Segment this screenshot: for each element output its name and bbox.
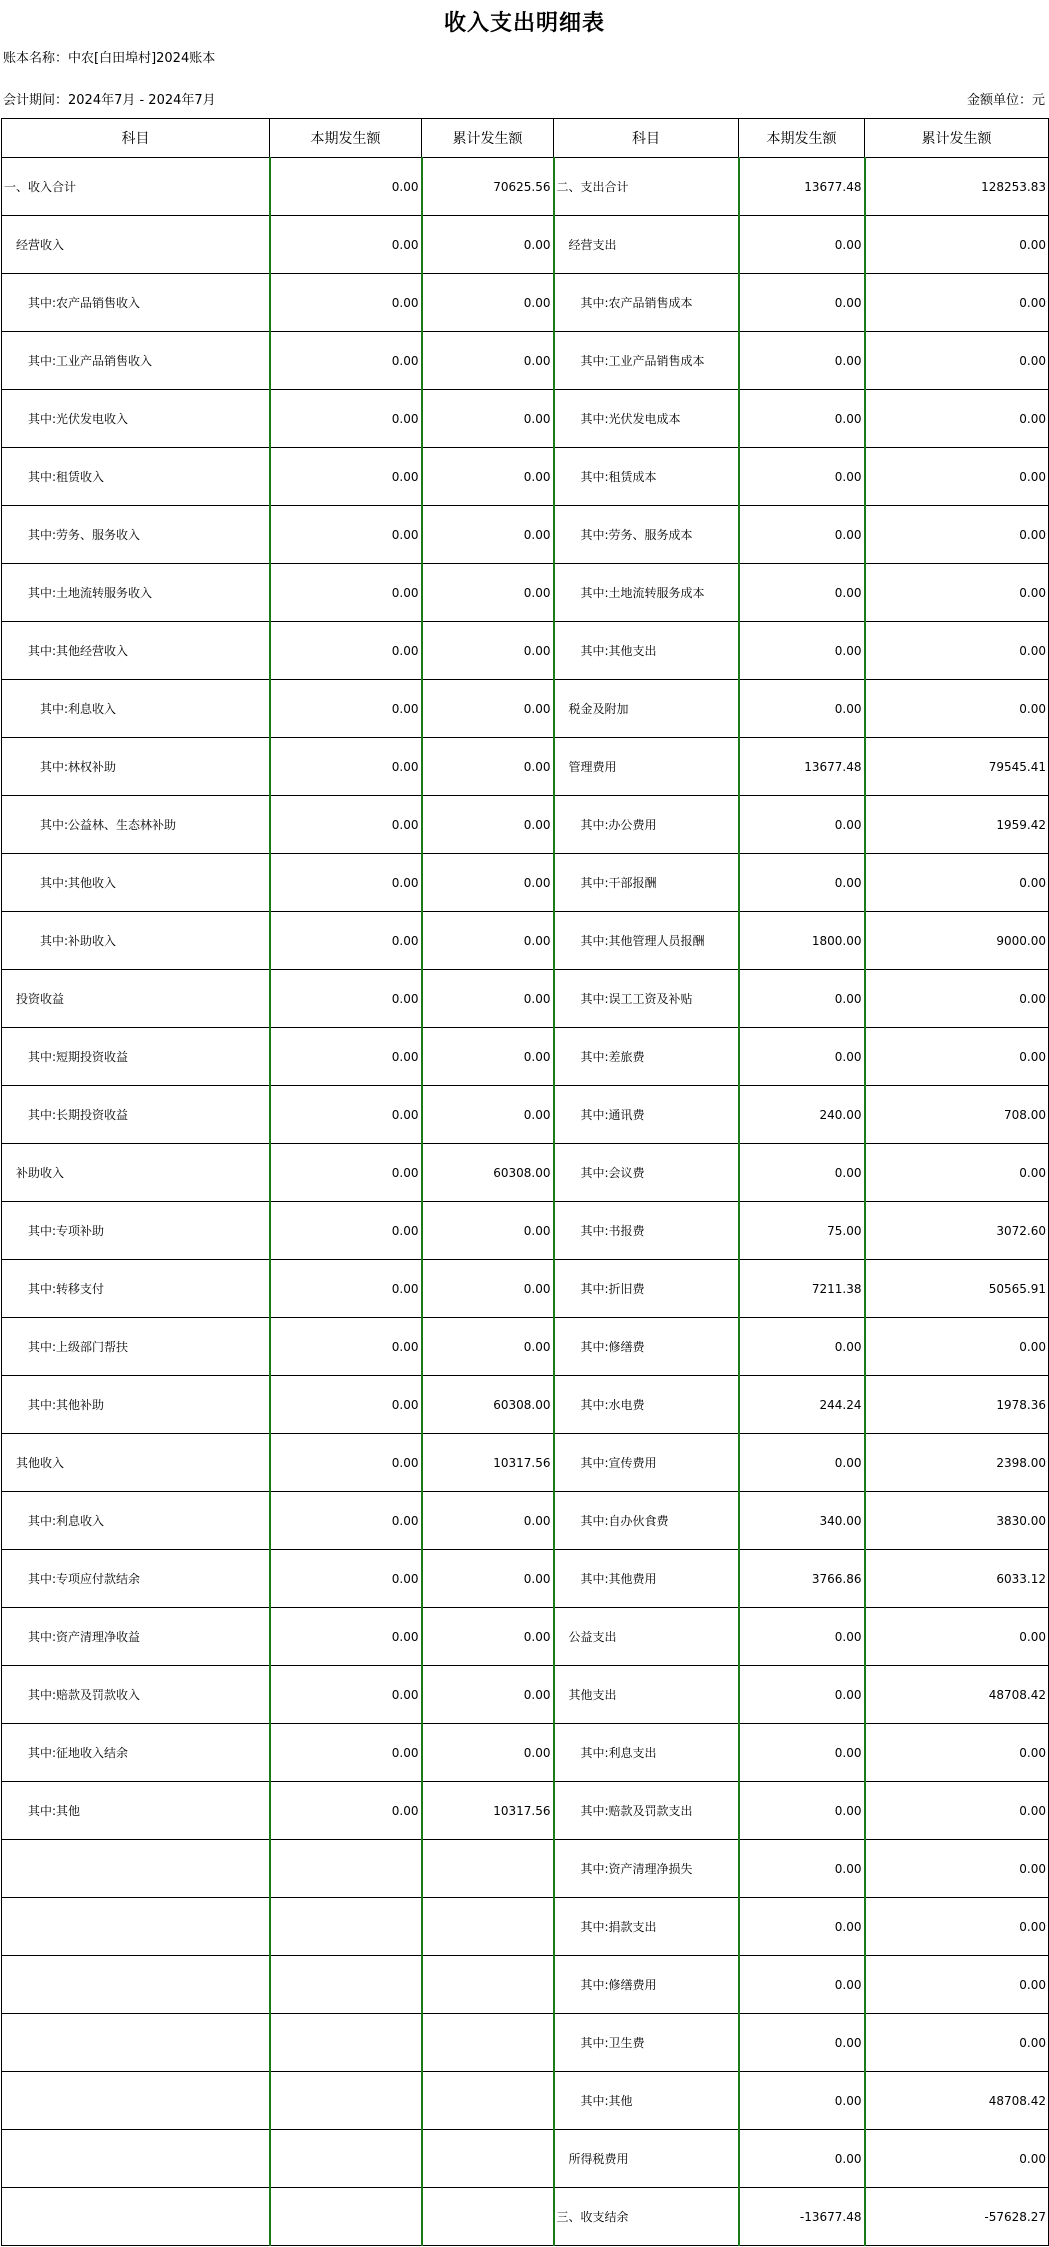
income-cumulative-amount: 0.00 — [422, 1550, 554, 1608]
income-cumulative-amount: 0.00 — [422, 1086, 554, 1144]
expense-cumulative-amount: 0.00 — [865, 1840, 1049, 1898]
header-income-subject: 科目 — [2, 119, 270, 158]
expense-subject-cell: 其中:自办伙食费 — [554, 1492, 739, 1550]
expense-cumulative-amount: 48708.42 — [865, 2072, 1049, 2130]
income-cumulative-amount: 0.00 — [422, 448, 554, 506]
expense-cumulative-amount: 0.00 — [865, 1144, 1049, 1202]
expense-cumulative-amount: 79545.41 — [865, 738, 1049, 796]
income-current-amount: 0.00 — [270, 1202, 422, 1260]
expense-current-amount: 340.00 — [739, 1492, 865, 1550]
income-cumulative-amount: 10317.56 — [422, 1434, 554, 1492]
table-row — [2, 1260, 1049, 1318]
income-subject-cell: 其中:上级部门帮扶 — [2, 1318, 270, 1376]
expense-cumulative-amount: 6033.12 — [865, 1550, 1049, 1608]
table-row — [2, 1144, 1049, 1202]
income-subject-cell — [2, 1898, 270, 1956]
expense-current-amount: 13677.48 — [739, 158, 865, 216]
income-current-amount: 0.00 — [270, 1260, 422, 1318]
income-current-amount: 0.00 — [270, 1666, 422, 1724]
table-row — [2, 1492, 1049, 1550]
income-subject-cell: 其中:林权补助 — [2, 738, 270, 796]
table-row — [2, 970, 1049, 1028]
expense-subject-cell: 其中:农产品销售成本 — [554, 274, 739, 332]
income-cumulative-amount — [422, 2072, 554, 2130]
expense-subject-cell: 税金及附加 — [554, 680, 739, 738]
expense-subject-cell: 公益支出 — [554, 1608, 739, 1666]
expense-cumulative-amount: 0.00 — [865, 390, 1049, 448]
income-subject-cell: 一、收入合计 — [2, 158, 270, 216]
expense-subject-cell: 其中:土地流转服务成本 — [554, 564, 739, 622]
income-current-amount: 0.00 — [270, 738, 422, 796]
expense-current-amount: 0.00 — [739, 1840, 865, 1898]
income-current-amount: 0.00 — [270, 564, 422, 622]
income-current-amount: 0.00 — [270, 854, 422, 912]
income-current-amount: 0.00 — [270, 1028, 422, 1086]
income-cumulative-amount: 0.00 — [422, 1202, 554, 1260]
income-cumulative-amount — [422, 2014, 554, 2072]
table-row — [2, 1724, 1049, 1782]
expense-subject-cell: 其中:干部报酬 — [554, 854, 739, 912]
expense-current-amount: 0.00 — [739, 1608, 865, 1666]
table-row — [2, 2014, 1049, 2072]
expense-subject-cell: 其中:光伏发电成本 — [554, 390, 739, 448]
expense-cumulative-amount: 0.00 — [865, 680, 1049, 738]
header-expense-cumulative: 累计发生额 — [865, 119, 1049, 158]
expense-cumulative-amount: 50565.91 — [865, 1260, 1049, 1318]
income-current-amount: 0.00 — [270, 1608, 422, 1666]
income-cumulative-amount: 70625.56 — [422, 158, 554, 216]
expense-cumulative-amount: 3072.60 — [865, 1202, 1049, 1260]
income-current-amount: 0.00 — [270, 1724, 422, 1782]
expense-current-amount: 0.00 — [739, 1318, 865, 1376]
expense-current-amount: 0.00 — [739, 332, 865, 390]
expense-cumulative-amount: 0.00 — [865, 622, 1049, 680]
expense-cumulative-amount: 0.00 — [865, 332, 1049, 390]
income-cumulative-amount: 0.00 — [422, 506, 554, 564]
expense-subject-cell: 其中:折旧费 — [554, 1260, 739, 1318]
expense-current-amount: 0.00 — [739, 680, 865, 738]
expense-subject-cell: 其中:宣传费用 — [554, 1434, 739, 1492]
table-row — [2, 2072, 1049, 2130]
table-row — [2, 738, 1049, 796]
income-subject-cell: 其中:短期投资收益 — [2, 1028, 270, 1086]
income-cumulative-amount: 0.00 — [422, 564, 554, 622]
expense-current-amount: 0.00 — [739, 1144, 865, 1202]
expense-subject-cell: 其中:利息支出 — [554, 1724, 739, 1782]
expense-cumulative-amount: 128253.83 — [865, 158, 1049, 216]
income-subject-cell: 其中:光伏发电收入 — [2, 390, 270, 448]
income-current-amount: 0.00 — [270, 1782, 422, 1840]
table-row — [2, 2130, 1049, 2188]
table-row — [2, 390, 1049, 448]
table-row — [2, 216, 1049, 274]
header-expense-subject: 科目 — [554, 119, 739, 158]
expense-cumulative-amount: 0.00 — [865, 1608, 1049, 1666]
income-subject-cell: 其中:土地流转服务收入 — [2, 564, 270, 622]
table-row — [2, 1956, 1049, 2014]
expense-subject-cell: 三、收支结余 — [554, 2188, 739, 2246]
income-subject-cell: 其中:专项应付款结余 — [2, 1550, 270, 1608]
expense-current-amount: 7211.38 — [739, 1260, 865, 1318]
table-row — [2, 448, 1049, 506]
expense-current-amount: 0.00 — [739, 2072, 865, 2130]
table-row — [2, 1898, 1049, 1956]
table-row — [2, 1318, 1049, 1376]
report-title: 收入支出明细表 — [443, 11, 605, 36]
income-current-amount — [270, 1956, 422, 2014]
expense-current-amount: 0.00 — [739, 506, 865, 564]
expense-current-amount: 244.24 — [739, 1376, 865, 1434]
expense-cumulative-amount: 0.00 — [865, 1028, 1049, 1086]
income-current-amount: 0.00 — [270, 1144, 422, 1202]
expense-cumulative-amount: 0.00 — [865, 854, 1049, 912]
table-row — [2, 332, 1049, 390]
expense-cumulative-amount: 0.00 — [865, 1898, 1049, 1956]
expense-subject-cell: 其中:资产清理净损失 — [554, 1840, 739, 1898]
income-current-amount: 0.00 — [270, 332, 422, 390]
income-cumulative-amount: 0.00 — [422, 912, 554, 970]
table-row — [2, 1086, 1049, 1144]
table-row — [2, 506, 1049, 564]
expense-cumulative-amount: 0.00 — [865, 1782, 1049, 1840]
income-current-amount: 0.00 — [270, 158, 422, 216]
income-subject-cell: 其中:农产品销售收入 — [2, 274, 270, 332]
table-row — [2, 1376, 1049, 1434]
expense-subject-cell: 其他支出 — [554, 1666, 739, 1724]
income-current-amount: 0.00 — [270, 1318, 422, 1376]
expense-cumulative-amount: 0.00 — [865, 2014, 1049, 2072]
expense-cumulative-amount: 0.00 — [865, 1724, 1049, 1782]
table-row — [2, 1028, 1049, 1086]
expense-current-amount: 0.00 — [739, 796, 865, 854]
income-subject-cell — [2, 2130, 270, 2188]
income-subject-cell: 其中:资产清理净收益 — [2, 1608, 270, 1666]
expense-current-amount: 75.00 — [739, 1202, 865, 1260]
currency-unit: 金额单位：元 — [966, 93, 1045, 108]
income-current-amount: 0.00 — [270, 1434, 422, 1492]
table-row — [2, 912, 1049, 970]
table-row — [2, 158, 1049, 216]
expense-subject-cell: 其中:误工工资及补贴 — [554, 970, 739, 1028]
expense-subject-cell: 其中:其他费用 — [554, 1550, 739, 1608]
income-current-amount — [270, 2014, 422, 2072]
income-cumulative-amount — [422, 1840, 554, 1898]
expense-subject-cell: 其中:赔款及罚款支出 — [554, 1782, 739, 1840]
income-cumulative-amount: 0.00 — [422, 738, 554, 796]
expense-cumulative-amount: 708.00 — [865, 1086, 1049, 1144]
header-income-current: 本期发生额 — [270, 119, 422, 158]
income-current-amount: 0.00 — [270, 390, 422, 448]
table-row — [2, 1666, 1049, 1724]
expense-subject-cell: 其中:修缮费 — [554, 1318, 739, 1376]
header-expense-current: 本期发生额 — [739, 119, 865, 158]
table-header-row — [2, 119, 1049, 158]
income-subject-cell: 其中:其他 — [2, 1782, 270, 1840]
expense-subject-cell: 其中:水电费 — [554, 1376, 739, 1434]
expense-current-amount: -13677.48 — [739, 2188, 865, 2246]
expense-current-amount: 0.00 — [739, 1434, 865, 1492]
expense-subject-cell: 其中:书报费 — [554, 1202, 739, 1260]
income-cumulative-amount: 0.00 — [422, 1260, 554, 1318]
income-cumulative-amount: 60308.00 — [422, 1376, 554, 1434]
expense-subject-cell: 其中:工业产品销售成本 — [554, 332, 739, 390]
table-row — [2, 680, 1049, 738]
income-expense-table — [1, 118, 1049, 2246]
income-subject-cell: 其中:租赁收入 — [2, 448, 270, 506]
income-cumulative-amount: 0.00 — [422, 970, 554, 1028]
expense-current-amount: 0.00 — [739, 1724, 865, 1782]
income-cumulative-amount: 0.00 — [422, 680, 554, 738]
table-row — [2, 2188, 1049, 2246]
expense-subject-cell: 其中:其他管理人员报酬 — [554, 912, 739, 970]
expense-current-amount: 0.00 — [739, 564, 865, 622]
expense-subject-cell: 管理费用 — [554, 738, 739, 796]
expense-cumulative-amount: 2398.00 — [865, 1434, 1049, 1492]
expense-subject-cell: 其中:卫生费 — [554, 2014, 739, 2072]
account-name: 账本名称：中农[白田埠村]2024账本 — [3, 51, 216, 66]
expense-subject-cell: 其中:办公费用 — [554, 796, 739, 854]
expense-cumulative-amount: 0.00 — [865, 216, 1049, 274]
income-cumulative-amount: 0.00 — [422, 1318, 554, 1376]
table-row — [2, 854, 1049, 912]
expense-current-amount: 240.00 — [739, 1086, 865, 1144]
expense-subject-cell: 其中:其他 — [554, 2072, 739, 2130]
income-cumulative-amount: 0.00 — [422, 216, 554, 274]
income-current-amount: 0.00 — [270, 448, 422, 506]
income-current-amount: 0.00 — [270, 680, 422, 738]
expense-subject-cell: 二、支出合计 — [554, 158, 739, 216]
income-subject-cell — [2, 1840, 270, 1898]
income-current-amount: 0.00 — [270, 274, 422, 332]
income-current-amount — [270, 2188, 422, 2246]
expense-cumulative-amount: 0.00 — [865, 970, 1049, 1028]
income-current-amount — [270, 2130, 422, 2188]
income-cumulative-amount: 0.00 — [422, 1724, 554, 1782]
income-subject-cell: 其他收入 — [2, 1434, 270, 1492]
table-row — [2, 564, 1049, 622]
income-cumulative-amount: 0.00 — [422, 274, 554, 332]
income-subject-cell: 其中:劳务、服务收入 — [2, 506, 270, 564]
income-subject-cell: 其中:转移支付 — [2, 1260, 270, 1318]
expense-current-amount: 1800.00 — [739, 912, 865, 970]
income-cumulative-amount: 0.00 — [422, 1608, 554, 1666]
income-subject-cell — [2, 2014, 270, 2072]
income-subject-cell — [2, 1956, 270, 2014]
expense-subject-cell: 其中:差旅费 — [554, 1028, 739, 1086]
income-subject-cell: 其中:其他收入 — [2, 854, 270, 912]
expense-cumulative-amount: 1959.42 — [865, 796, 1049, 854]
expense-current-amount: 0.00 — [739, 622, 865, 680]
income-current-amount — [270, 1898, 422, 1956]
expense-current-amount: 0.00 — [739, 970, 865, 1028]
table-row — [2, 1550, 1049, 1608]
expense-cumulative-amount: -57628.27 — [865, 2188, 1049, 2246]
income-subject-cell: 补助收入 — [2, 1144, 270, 1202]
expense-current-amount: 0.00 — [739, 2014, 865, 2072]
expense-subject-cell: 其中:会议费 — [554, 1144, 739, 1202]
income-subject-cell: 其中:补助收入 — [2, 912, 270, 970]
income-current-amount: 0.00 — [270, 912, 422, 970]
income-current-amount — [270, 2072, 422, 2130]
table-row — [2, 1202, 1049, 1260]
expense-current-amount: 0.00 — [739, 1782, 865, 1840]
table-row — [2, 1608, 1049, 1666]
income-cumulative-amount — [422, 1956, 554, 2014]
expense-current-amount: 0.00 — [739, 1666, 865, 1724]
income-current-amount: 0.00 — [270, 1550, 422, 1608]
income-cumulative-amount: 0.00 — [422, 1492, 554, 1550]
expense-cumulative-amount: 0.00 — [865, 274, 1049, 332]
expense-cumulative-amount: 1978.36 — [865, 1376, 1049, 1434]
income-subject-cell: 投资收益 — [2, 970, 270, 1028]
expense-subject-cell: 其中:通讯费 — [554, 1086, 739, 1144]
income-cumulative-amount: 10317.56 — [422, 1782, 554, 1840]
income-subject-cell: 其中:利息收入 — [2, 1492, 270, 1550]
expense-cumulative-amount: 9000.00 — [865, 912, 1049, 970]
expense-current-amount: 3766.86 — [739, 1550, 865, 1608]
expense-cumulative-amount: 0.00 — [865, 1956, 1049, 2014]
expense-subject-cell: 其中:其他支出 — [554, 622, 739, 680]
income-current-amount: 0.00 — [270, 970, 422, 1028]
income-current-amount — [270, 1840, 422, 1898]
income-cumulative-amount — [422, 1898, 554, 1956]
expense-current-amount: 0.00 — [739, 854, 865, 912]
table-body — [2, 158, 1049, 2246]
expense-cumulative-amount: 0.00 — [865, 448, 1049, 506]
income-subject-cell: 其中:其他经营收入 — [2, 622, 270, 680]
expense-current-amount: 0.00 — [739, 274, 865, 332]
income-subject-cell: 其中:赔款及罚款收入 — [2, 1666, 270, 1724]
expense-subject-cell: 其中:租赁成本 — [554, 448, 739, 506]
expense-current-amount: 0.00 — [739, 216, 865, 274]
income-current-amount: 0.00 — [270, 1376, 422, 1434]
income-cumulative-amount: 0.00 — [422, 1028, 554, 1086]
expense-cumulative-amount: 0.00 — [865, 2130, 1049, 2188]
expense-cumulative-amount: 0.00 — [865, 1318, 1049, 1376]
expense-subject-cell: 其中:修缮费用 — [554, 1956, 739, 2014]
expense-current-amount: 13677.48 — [739, 738, 865, 796]
income-current-amount: 0.00 — [270, 796, 422, 854]
expense-current-amount: 0.00 — [739, 390, 865, 448]
income-current-amount: 0.00 — [270, 216, 422, 274]
expense-cumulative-amount: 48708.42 — [865, 1666, 1049, 1724]
income-cumulative-amount — [422, 2130, 554, 2188]
expense-subject-cell: 其中:劳务、服务成本 — [554, 506, 739, 564]
income-cumulative-amount: 0.00 — [422, 1666, 554, 1724]
income-subject-cell: 其中:长期投资收益 — [2, 1086, 270, 1144]
income-subject-cell — [2, 2188, 270, 2246]
expense-current-amount: 0.00 — [739, 1028, 865, 1086]
table-row — [2, 796, 1049, 854]
income-current-amount: 0.00 — [270, 1492, 422, 1550]
expense-current-amount: 0.00 — [739, 1898, 865, 1956]
income-cumulative-amount: 0.00 — [422, 622, 554, 680]
expense-subject-cell: 经营支出 — [554, 216, 739, 274]
expense-cumulative-amount: 0.00 — [865, 564, 1049, 622]
expense-cumulative-amount: 3830.00 — [865, 1492, 1049, 1550]
income-current-amount: 0.00 — [270, 506, 422, 564]
income-current-amount: 0.00 — [270, 1086, 422, 1144]
table-row — [2, 622, 1049, 680]
table-row — [2, 274, 1049, 332]
income-subject-cell: 其中:利息收入 — [2, 680, 270, 738]
income-subject-cell: 经营收入 — [2, 216, 270, 274]
accounting-period: 会计期间：2024年7月 - 2024年7月 — [3, 93, 216, 108]
table-row — [2, 1782, 1049, 1840]
expense-subject-cell: 所得税费用 — [554, 2130, 739, 2188]
income-subject-cell — [2, 2072, 270, 2130]
income-cumulative-amount — [422, 2188, 554, 2246]
table-row — [2, 1434, 1049, 1492]
expense-current-amount: 0.00 — [739, 1956, 865, 2014]
income-current-amount: 0.00 — [270, 622, 422, 680]
income-cumulative-amount: 0.00 — [422, 796, 554, 854]
table-row — [2, 1840, 1049, 1898]
income-subject-cell: 其中:其他补助 — [2, 1376, 270, 1434]
income-subject-cell: 其中:公益林、生态林补助 — [2, 796, 270, 854]
income-cumulative-amount: 0.00 — [422, 332, 554, 390]
expense-subject-cell: 其中:捐款支出 — [554, 1898, 739, 1956]
expense-cumulative-amount: 0.00 — [865, 506, 1049, 564]
income-subject-cell: 其中:征地收入结余 — [2, 1724, 270, 1782]
income-subject-cell: 其中:专项补助 — [2, 1202, 270, 1260]
expense-current-amount: 0.00 — [739, 2130, 865, 2188]
income-cumulative-amount: 0.00 — [422, 390, 554, 448]
income-subject-cell: 其中:工业产品销售收入 — [2, 332, 270, 390]
header-income-cumulative: 累计发生额 — [422, 119, 554, 158]
income-cumulative-amount: 0.00 — [422, 854, 554, 912]
expense-current-amount: 0.00 — [739, 448, 865, 506]
income-cumulative-amount: 60308.00 — [422, 1144, 554, 1202]
